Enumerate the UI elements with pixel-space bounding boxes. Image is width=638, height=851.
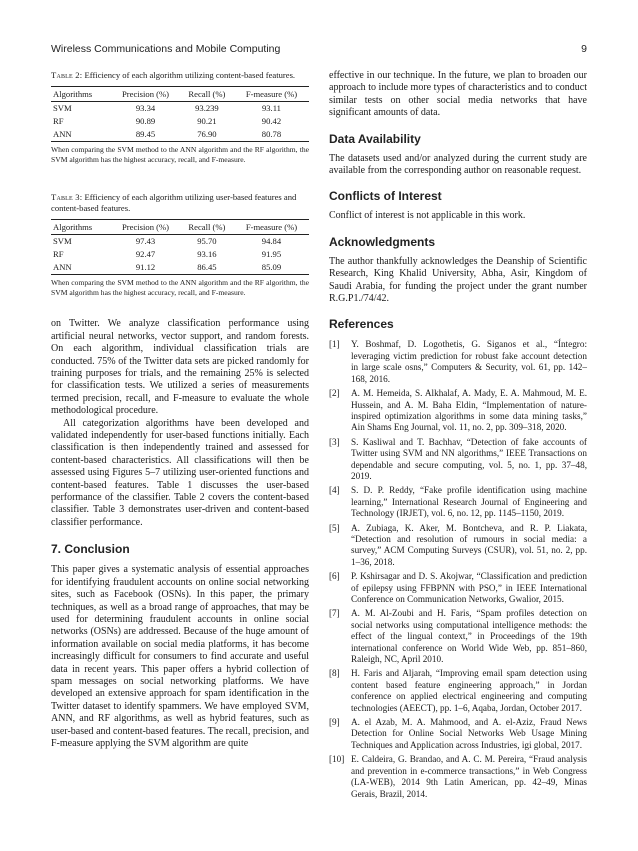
table-cell: 76.90	[180, 128, 234, 142]
body-paragraph: Conflict of interest is not applicable in this work.	[329, 210, 526, 222]
table-cell: 90.21	[197, 116, 217, 126]
reference-text: E. Caldeira, G. Brandao, and A. C. M. Pereira, “Fraud analysis and prevention in e-commerce transactions,” in Web Congress (LA-WEB), 2014 9th Latin American, pp. 42–49, Minas Gerais, Brazil, 2014.	[351, 754, 587, 799]
table-cell: 91.95	[261, 249, 282, 260]
section-heading: References	[329, 317, 394, 332]
list-item	[329, 437, 587, 483]
table2-block	[51, 70, 309, 164]
table-cell: 92.47	[135, 249, 156, 260]
reference-text: A. el Azab, M. A. Mahmood, and A. el-Aziz, Fraud News Detection for Online Social Networks Web Usage Mining Techniques and Application across Industries, igi global, 2017.	[351, 717, 587, 750]
body-paragraph: The datasets used and/or analyzed during the current study are available from the corresponding author on reasonable request.	[329, 152, 587, 177]
reference-number: [6]	[329, 571, 340, 582]
journal-name: Wireless Communications and Mobile Computing	[51, 43, 281, 55]
table-cell: 93.16	[197, 249, 217, 260]
table-cell: SVM	[53, 236, 72, 247]
table-cell: 93.11	[261, 103, 281, 113]
running-header	[51, 43, 587, 59]
reference-number: [3]	[329, 436, 340, 447]
body-paragraph: effective in our technique. In the future, we plan to broaden our approach to include more types of characteristics and to conduct similar tests on other social media networks that have significant amounts of data.	[329, 70, 587, 119]
table2-note: When comparing the SVM method to the ANN algorithm and the RF algorithm, the SVM algorithm has the highest accuracy, recall, and F-measure.	[51, 145, 309, 164]
table-cell: 90.89	[135, 116, 156, 126]
table3-header-cell: F-measure (%)	[234, 220, 309, 235]
table2-header-cell: F-measure (%)	[234, 87, 309, 102]
table-row	[51, 261, 309, 275]
reference-number: [9]	[329, 717, 340, 728]
left-column	[51, 70, 309, 750]
section-heading: Data Availability	[329, 131, 421, 146]
reference-text: Y. Boshmaf, D. Logothetis, G. Siganos et al., “Íntegro: leveraging victim prediction for robust fake account detection in large scale osns,” Computers & Security, vol. 61, pp. 142–168, 2016.	[351, 339, 587, 384]
reference-number: [8]	[329, 668, 340, 679]
reference-number: [4]	[329, 485, 340, 496]
reference-text: S. D. P. Reddy, “Fake profile identification using machine learning,” International Research Journal of Engineering and Technology (IRJET), vol. 6, no. 12, pp. 1145–1150, 2019.	[351, 485, 587, 519]
body-paragraph: on Twitter. We analyze classification performance using artificial neural networks, vector support, and random forests. On each algorithm, individual classification trials are conducted. 75% of the Twitter data sets are picked randomly for training purposes for trials, and the remaining 25% is selected for classification tests. We utilized a series of measurements termed precision, recall, and F-measure to evaluate the whole methodological procedure.	[51, 318, 309, 417]
table-cell: RF	[53, 116, 64, 126]
table-cell: 90.42	[261, 116, 282, 126]
table3-header-cell: Precision (%)	[111, 220, 180, 235]
table-cell: SVM	[53, 103, 72, 113]
reference-text: S. Kasliwal and T. Bachhav, “Detection of fake accounts of Twitter using SVM and NN algorithms,” IEEE Transactions on dependable and secure computing, vol. 5, no. 1, pp. 37–48, 2019.	[351, 436, 587, 481]
table-cell: 91.12	[111, 261, 180, 275]
table-cell: ANN	[51, 128, 111, 142]
page-number: 9	[581, 43, 587, 55]
reference-text: A. M. Al-Zoubi and H. Faris, “Spam profiles detection on social networks using computational intelligence methods: the effect of the lingual context,” in Proceedings of the 19th international conference on World Wide Web, pp. 851–860, Raleigh, NC, April 2010.	[351, 608, 587, 665]
table-row	[51, 235, 309, 249]
table3-note: When comparing the SVM method to the ANN algorithm and the RF algorithm, the SVM algorithm has the highest accuracy, recall, and F-measure.	[51, 278, 309, 297]
table2-header-cell: Algorithms	[51, 87, 111, 102]
table-row	[51, 128, 309, 142]
body-paragraph: This paper gives a systematic analysis of essential approaches for identifying fraudulent accounts on online social networking sites, such as Facebook (OSNs). In this paper, the primary techniques, as well as a broad range of approaches, that may be used for determining fraudulent accounts in online social networks (OSNs) are addressed. Because of the huge amount of information available on social media platforms, it has become increasingly difficult for consumers to find accurate and useful data in recent years. This paper offers a hybrid collection of spam messages on social networking platforms. We have developed an extensive approach for spam identification in the Twitter dataset to identify spammers. We have employed SVM, ANN, and RF algorithms, as well as hybrid features, such as user-based and content-based features. The recall, precision, and F-measure applying the SVM algorithm are quite	[51, 564, 309, 749]
list-item	[329, 608, 587, 665]
table-cell: 89.45	[111, 128, 180, 142]
table2-label: Table 2:	[51, 70, 83, 80]
list-item	[329, 339, 587, 385]
table-cell: 95.70	[197, 236, 217, 247]
table-row	[51, 102, 309, 116]
reference-text: P. Kshirsagar and D. S. Akojwar, “Classification and prediction of epilepsy using FFBPNN with PSO,” in IEEE International Conference on Communication Networks, Gwalior, 2015.	[351, 571, 587, 604]
right-column	[329, 70, 587, 803]
table-cell: 97.43	[135, 236, 156, 247]
table2	[51, 86, 309, 142]
list-item	[329, 485, 587, 519]
table3-caption	[51, 192, 309, 214]
table3-header-cell: Recall (%)	[180, 220, 234, 235]
table-cell: 94.84	[261, 236, 282, 247]
table-cell: RF	[53, 249, 64, 260]
table-cell: 93.34	[135, 103, 156, 113]
list-item	[329, 523, 587, 569]
list-item	[329, 754, 587, 800]
table-cell: 85.09	[234, 261, 309, 275]
list-item	[329, 668, 587, 714]
reference-number: [10]	[329, 754, 345, 765]
list-item	[329, 388, 587, 434]
body-paragraph: All categorization algorithms have been developed and validated independently for user-based functions initially. Each classification is then independently trained and assessed for content-based characteristics. All classifications will then be assessed using Figures 5–7 utilizing user-oriented functions and content-based features. Table 1 discusses the user-based performance of the classifier. Table 2 covers the content-based classifier. Table 3 demonstrates user-driven and content-based classifier performance.	[51, 417, 309, 528]
reference-number: [2]	[329, 388, 340, 399]
table-cell: 86.45	[180, 261, 234, 275]
table-row	[51, 115, 309, 128]
table-cell: 80.78	[234, 128, 309, 142]
reference-text: A. M. Hemeida, S. Alkhalaf, A. Mady, E. A. Mahmoud, M. E. Hussein, and A. M. Baha Eldin, “Implementation of nature-inspired optimization algorithms in some data mining tasks,” Ain Shams Eng Journal, vol. 11, no. 2, pp. 309–318, 2020.	[351, 388, 587, 433]
list-item	[329, 717, 587, 751]
reference-text: H. Faris and Aljarah, “Improving email spam detection using content based feature engineering approach,” in Jordan conference on applied electrical engineering and computing technologies (AEECT), pp. 1–6, Aqaba, Jordan, October 2017.	[351, 668, 587, 713]
body-paragraph: The author thankfully acknowledges the Deanship of Scientific Research, King Khalid University, Abha, Asir, Kingdom of Saudi Arabia, for funding the project under the grant number R.G.P1./74/42.	[329, 255, 587, 305]
reference-list	[329, 339, 587, 799]
table-row	[51, 248, 309, 261]
table2-title: Efficiency of each algorithm utilizing content-based features.	[84, 70, 296, 80]
table2-caption	[51, 70, 309, 81]
reference-number: [7]	[329, 608, 340, 619]
section-heading: Acknowledgments	[329, 234, 436, 249]
list-item	[329, 571, 587, 605]
section-heading: Conflicts of Interest	[329, 189, 442, 204]
table3-block	[51, 192, 309, 297]
reference-number: [5]	[329, 522, 340, 533]
table-cell: 93.239	[195, 103, 219, 113]
section-heading: 7. Conclusion	[51, 542, 130, 557]
reference-text: A. Zubiaga, K. Aker, M. Bontcheva, and R. P. Liakata, “Detection and resolution of rumours in social media: a survey,” ACM Computing Surveys (CSUR), vol. 51, no. 2, pp. 1–36, 2018.	[351, 522, 587, 567]
table2-header-cell: Precision (%)	[111, 87, 180, 102]
table2-header-cell: Recall (%)	[180, 87, 234, 102]
table3-header-cell: Algorithms	[51, 220, 111, 235]
table-cell: ANN	[51, 261, 111, 275]
table3	[51, 219, 309, 275]
table3-label: Table 3:	[51, 192, 83, 203]
reference-number: [1]	[329, 339, 340, 350]
table3-title: Efficiency of each algorithm utilizing user-based features and content-based features.	[51, 192, 297, 214]
